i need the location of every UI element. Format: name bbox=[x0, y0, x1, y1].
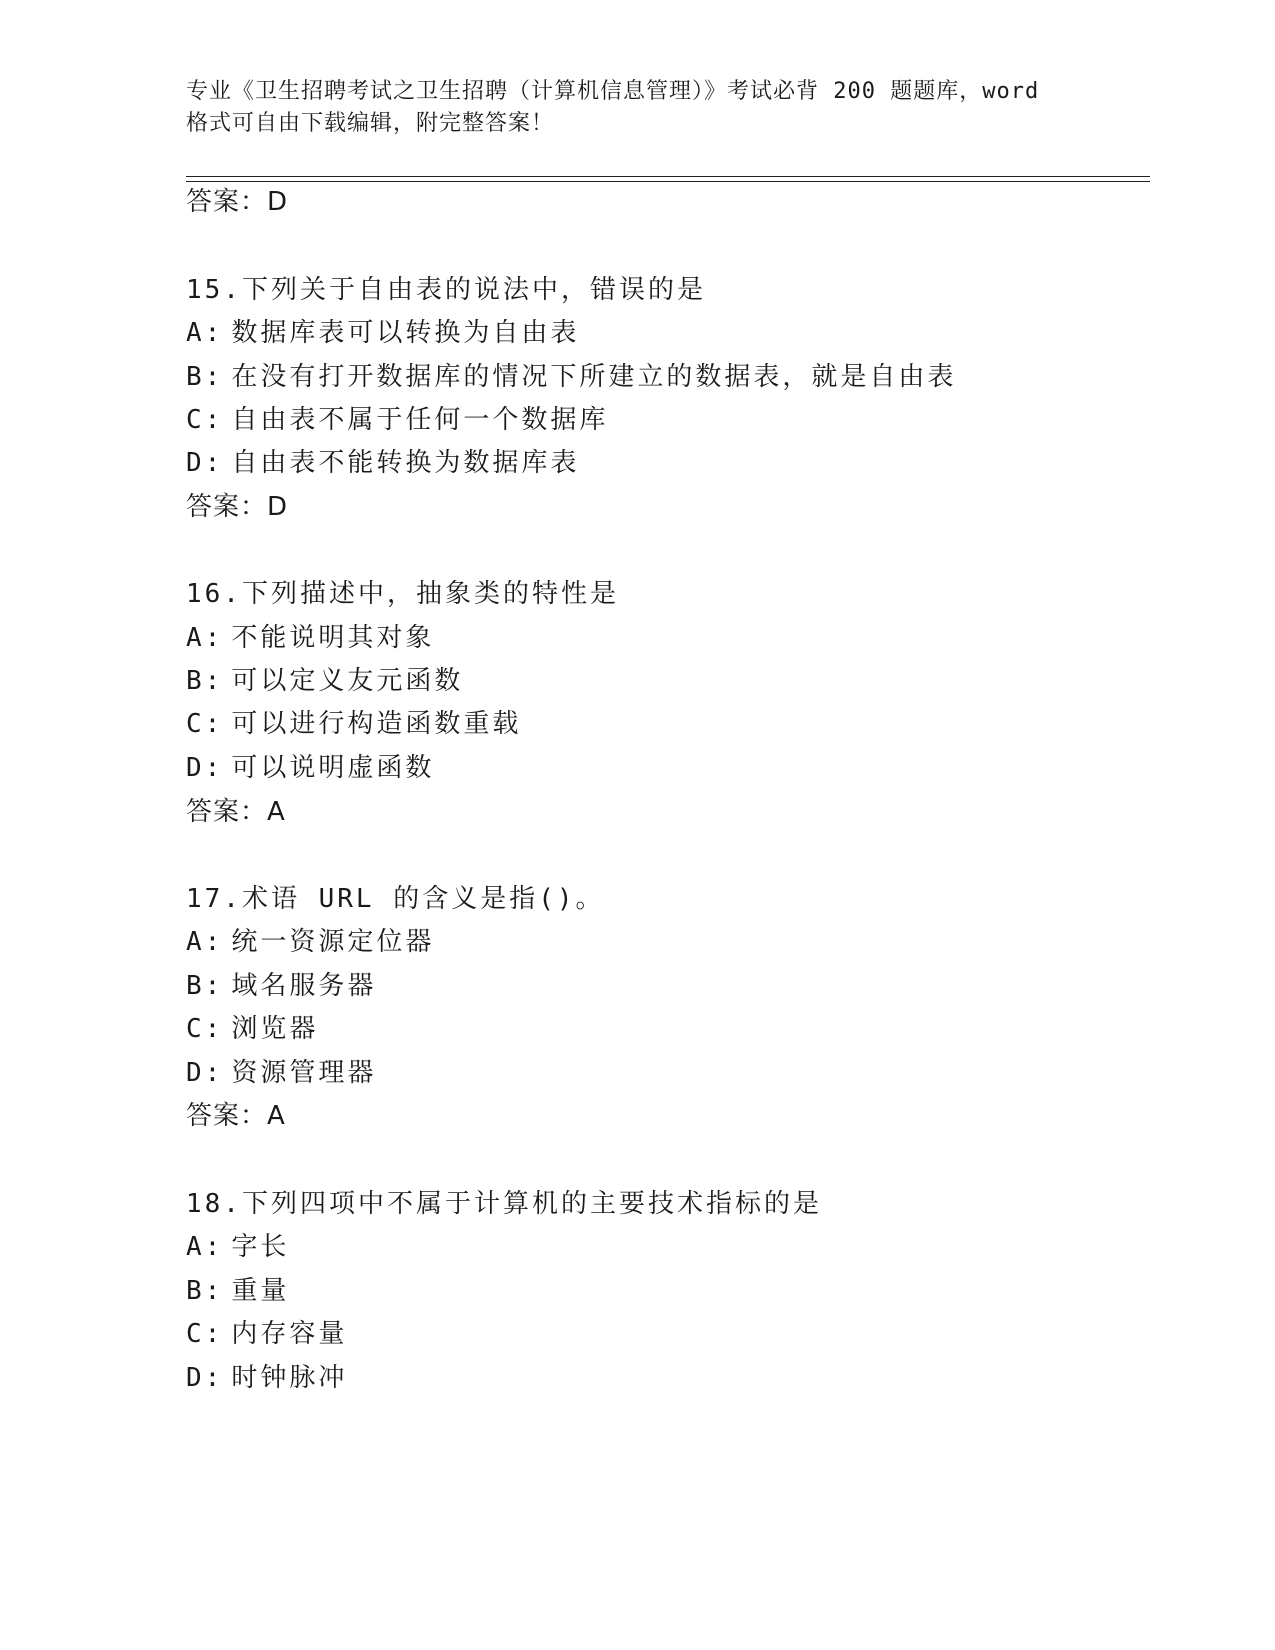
option-label: C: bbox=[186, 1319, 224, 1349]
answer-line: 答案：A bbox=[186, 797, 286, 827]
header-line-1: 专业《卫生招聘考试之卫生招聘（计算机信息管理）》考试必背 200 题题库，word bbox=[186, 79, 1040, 104]
header-divider-top bbox=[186, 176, 1150, 177]
option-text: 可以进行构造函数重载 bbox=[231, 709, 522, 739]
option-text: 自由表不属于任何一个数据库 bbox=[231, 405, 609, 435]
option-row bbox=[186, 1318, 347, 1350]
option-label: B: bbox=[186, 971, 224, 1001]
option-text: 可以定义友元函数 bbox=[231, 666, 464, 696]
option-label: B: bbox=[186, 1276, 224, 1306]
option-text: 浏览器 bbox=[231, 1014, 319, 1044]
question-stem: 18.下列四项中不属于计算机的主要技术指标的是 bbox=[186, 1189, 822, 1219]
answer-line: 答案：A bbox=[186, 1101, 286, 1131]
option-row bbox=[186, 404, 608, 436]
answer-line: 答案：D bbox=[186, 492, 289, 522]
option-text: 自由表不能转换为数据库表 bbox=[231, 448, 580, 478]
option-label: A: bbox=[186, 623, 224, 653]
option-label: C: bbox=[186, 405, 224, 435]
option-text: 重量 bbox=[231, 1276, 290, 1306]
option-label: D: bbox=[186, 1363, 224, 1393]
question-stem: 16.下列描述中，抽象类的特性是 bbox=[186, 579, 619, 609]
option-row bbox=[186, 665, 463, 697]
option-row bbox=[186, 361, 956, 393]
option-label: C: bbox=[186, 709, 224, 739]
option-label: A: bbox=[186, 1232, 224, 1262]
question-stem: 17.术语 URL 的含义是指()。 bbox=[186, 884, 605, 914]
header-line-2: 格式可自由下载编辑，附完整答案！ bbox=[186, 111, 555, 136]
option-text: 不能说明其对象 bbox=[231, 623, 435, 653]
option-text: 数据库表可以转换为自由表 bbox=[231, 318, 580, 348]
option-row bbox=[186, 1231, 289, 1263]
option-text: 在没有打开数据库的情况下所建立的数据表，就是自由表 bbox=[231, 362, 957, 392]
option-text: 时钟脉冲 bbox=[231, 1363, 348, 1393]
option-text: 统一资源定位器 bbox=[231, 927, 435, 957]
option-text: 资源管理器 bbox=[231, 1058, 377, 1088]
option-text: 字长 bbox=[231, 1232, 290, 1262]
option-row bbox=[186, 926, 434, 958]
option-row bbox=[186, 708, 521, 740]
option-row bbox=[186, 317, 579, 349]
option-label: A: bbox=[186, 927, 224, 957]
question-stem: 15.下列关于自由表的说法中，错误的是 bbox=[186, 275, 706, 305]
option-row bbox=[186, 752, 434, 784]
option-label: D: bbox=[186, 1058, 224, 1088]
option-row bbox=[186, 1057, 376, 1089]
option-row bbox=[186, 970, 376, 1002]
option-row bbox=[186, 447, 579, 479]
option-row bbox=[186, 622, 434, 654]
option-label: D: bbox=[186, 448, 224, 478]
option-row bbox=[186, 1013, 318, 1045]
option-text: 域名服务器 bbox=[231, 971, 377, 1001]
option-label: C: bbox=[186, 1014, 224, 1044]
option-label: B: bbox=[186, 362, 224, 392]
option-label: D: bbox=[186, 753, 224, 783]
option-label: B: bbox=[186, 666, 224, 696]
option-row bbox=[186, 1275, 289, 1307]
option-label: A: bbox=[186, 318, 224, 348]
option-text: 内存容量 bbox=[231, 1319, 348, 1349]
prev-answer: 答案：D bbox=[186, 187, 289, 217]
option-text: 可以说明虚函数 bbox=[231, 753, 435, 783]
header-divider-bottom bbox=[186, 181, 1150, 182]
option-row bbox=[186, 1362, 347, 1394]
document-header bbox=[186, 76, 1086, 140]
